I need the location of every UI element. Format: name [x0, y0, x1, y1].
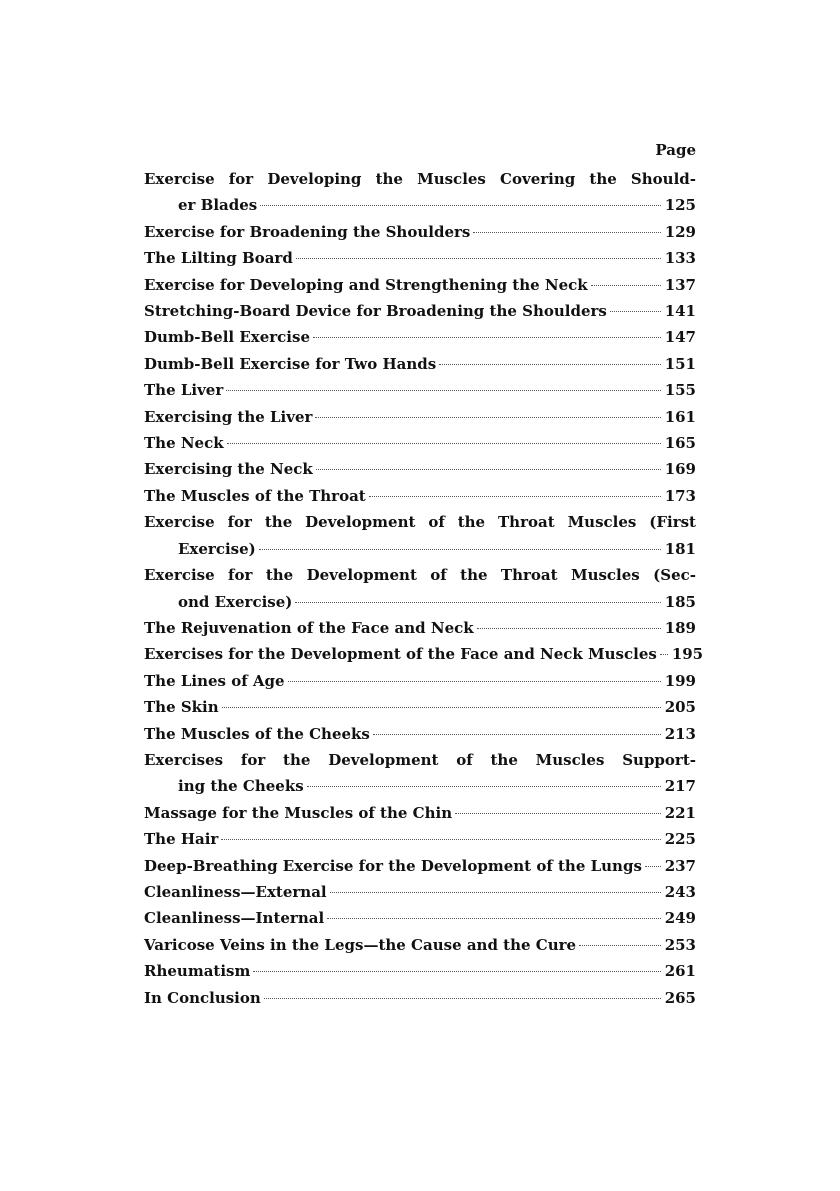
dot-leader: [316, 469, 661, 470]
toc-page-number: 181: [664, 539, 696, 558]
toc-entry-line: [144, 377, 696, 403]
toc-entry: [144, 298, 696, 324]
dot-leader: [610, 311, 661, 312]
toc-page-number: 137: [664, 275, 696, 294]
dot-leader: [221, 839, 660, 840]
toc-entry: [144, 324, 696, 350]
toc-entry-title: Deep-Breathing Exercise for the Development of the Lungs: [144, 856, 642, 875]
dot-leader: [253, 971, 660, 972]
toc-entry-title: Exercising the Liver: [144, 407, 313, 426]
dot-leader: [330, 892, 661, 893]
toc-entry-title: The Liver: [144, 381, 224, 400]
toc-page-number: 133: [664, 249, 696, 268]
toc-entry-title: The Lilting Board: [144, 249, 293, 268]
toc-entry-line: [144, 219, 696, 245]
dot-leader: [645, 866, 661, 867]
toc-entry: [144, 272, 696, 298]
toc-entry-line: [144, 615, 696, 641]
toc-page-number: 125: [664, 196, 696, 215]
toc-page-number: 141: [664, 302, 696, 321]
table-of-contents: [144, 166, 704, 1011]
toc-page-number: 169: [664, 460, 696, 479]
toc-entry-line: [144, 932, 696, 958]
page-column-header: Page: [655, 141, 696, 159]
toc-entry-title: ond Exercise): [178, 592, 293, 611]
dot-leader: [473, 232, 660, 233]
toc-entry-line: [144, 351, 696, 377]
toc-page-number: 151: [664, 354, 696, 373]
toc-page-number: 155: [664, 381, 696, 400]
dot-leader: [307, 786, 661, 787]
toc-page-number: 205: [664, 698, 696, 717]
toc-page-number: 253: [664, 935, 696, 954]
toc-entry-line: [144, 298, 696, 324]
dot-leader: [660, 654, 668, 655]
toc-entry-title: The Hair: [144, 830, 219, 849]
toc-entry: [144, 509, 696, 562]
toc-entry-line: [144, 721, 696, 747]
dot-leader: [226, 390, 660, 391]
toc-entry-title: The Skin: [144, 698, 219, 717]
toc-entry-line: [144, 800, 696, 826]
toc-entry-title: Massage for the Muscles of the Chin: [144, 803, 453, 822]
toc-entry-title: Exercise): [178, 539, 256, 558]
toc-page-number: 129: [664, 222, 696, 241]
toc-page-number: 195: [671, 645, 704, 664]
toc-entry: [144, 879, 696, 905]
toc-entry-title: er Blades: [178, 196, 258, 215]
toc-entry-line: [144, 853, 696, 879]
toc-entry-line: [144, 826, 696, 852]
toc-page-number: 249: [664, 909, 696, 928]
toc-entry: [144, 932, 696, 958]
toc-entry-title: The Lines of Age: [144, 671, 285, 690]
toc-entry: [144, 615, 696, 641]
toc-entry-title: Dumb-Bell Exercise for Two Hands: [144, 354, 437, 373]
toc-page-number: 173: [664, 486, 696, 505]
toc-page-number: 147: [664, 328, 696, 347]
toc-page-number: 225: [664, 830, 696, 849]
toc-entry-line: [144, 879, 696, 905]
toc-entry-wrapped-line: [144, 562, 696, 588]
dot-leader: [373, 734, 661, 735]
toc-entry: [144, 245, 696, 271]
toc-entry-wrapped-line: [144, 747, 696, 773]
toc-entry-title: Exercises for the Development of the Muscles Support-: [144, 750, 696, 769]
toc-entry: [144, 905, 696, 931]
toc-entry: [144, 668, 696, 694]
dot-leader: [591, 285, 661, 286]
toc-entry-line: [144, 589, 696, 615]
toc-page-number: 165: [664, 434, 696, 453]
toc-entry-line: [144, 245, 696, 271]
dot-leader: [315, 417, 660, 418]
toc-entry: [144, 747, 696, 800]
toc-entry: [144, 721, 696, 747]
toc-entry-title: Exercises for the Development of the Face and Neck Muscles: [144, 645, 657, 664]
dot-leader: [227, 443, 661, 444]
toc-entry-line: [144, 192, 696, 218]
toc-page-number: 213: [664, 724, 696, 743]
toc-entry: [144, 853, 696, 879]
toc-entry-title: Exercise for Developing the Muscles Covering the Should-: [144, 170, 696, 188]
toc-entry-line: [144, 694, 696, 720]
dot-leader: [439, 364, 661, 365]
toc-entry-title: Rheumatism: [144, 962, 251, 981]
toc-entry-title: Exercise for Broadening the Shoulders: [144, 222, 471, 241]
toc-entry-title: In Conclusion: [144, 988, 261, 1007]
toc-entry-title: Dumb-Bell Exercise: [144, 328, 310, 347]
toc-page-number: 217: [664, 777, 696, 796]
toc-page-number: 265: [664, 988, 696, 1007]
toc-entry-title: Stretching-Board Device for Broadening the Shoulders: [144, 302, 607, 321]
toc-page-number: 221: [664, 803, 696, 822]
toc-entry: [144, 404, 696, 430]
toc-entry: [144, 985, 696, 1011]
toc-entry: [144, 456, 696, 482]
toc-entry: [144, 641, 704, 667]
toc-entry: [144, 166, 696, 219]
toc-entry-title: Exercise for the Development of the Throat Muscles (First: [144, 513, 696, 532]
toc-entry: [144, 483, 696, 509]
dot-leader: [296, 258, 661, 259]
toc-entry-line: [144, 985, 696, 1011]
toc-entry-line: [144, 668, 696, 694]
toc-entry: [144, 800, 696, 826]
dot-leader: [455, 813, 661, 814]
toc-entry-title: Exercise for the Development of the Throat Muscles (Sec-: [144, 566, 696, 585]
toc-entry-line: [144, 430, 696, 456]
dot-leader: [222, 707, 661, 708]
toc-page-number: 189: [664, 618, 696, 637]
toc-page-number: 199: [664, 671, 696, 690]
toc-entry-title: Exercise for Developing and Strengthening the Neck: [144, 275, 588, 294]
toc-entry: [144, 377, 696, 403]
toc-entry-line: [144, 324, 696, 350]
toc-entry-line: [144, 483, 696, 509]
toc-entry-line: [144, 958, 696, 984]
toc-entry: [144, 562, 696, 615]
dot-leader: [579, 945, 661, 946]
dot-leader: [259, 549, 661, 550]
toc-entry: [144, 219, 696, 245]
dot-leader: [369, 496, 661, 497]
toc-entry-wrapped-line: [144, 166, 696, 192]
toc-entry-line: [144, 641, 704, 667]
toc-entry: [144, 430, 696, 456]
toc-entry-line: [144, 773, 696, 799]
toc-entry-wrapped-line: [144, 509, 696, 535]
toc-entry-title: The Muscles of the Throat: [144, 486, 366, 505]
toc-entry: [144, 694, 696, 720]
toc-page-number: 161: [664, 407, 696, 426]
toc-entry-title: Cleanliness—Internal: [144, 909, 325, 928]
dot-leader: [264, 998, 661, 999]
toc-page-number: 237: [664, 856, 696, 875]
dot-leader: [477, 628, 661, 629]
toc-entry-title: Varicose Veins in the Legs—the Cause and the Cure: [144, 935, 577, 954]
toc-entry-line: [144, 536, 696, 562]
dot-leader: [295, 602, 660, 603]
toc-page-number: 261: [664, 962, 696, 981]
toc-entry-title: ing the Cheeks: [178, 777, 304, 796]
toc-entry-title: The Muscles of the Cheeks: [144, 724, 370, 743]
toc-entry: [144, 351, 696, 377]
dot-leader: [313, 337, 661, 338]
dot-leader: [327, 918, 661, 919]
toc-page-number: 243: [664, 882, 696, 901]
toc-entry-line: [144, 456, 696, 482]
toc-entry-title: Exercising the Neck: [144, 460, 313, 479]
toc-page-number: 185: [664, 592, 696, 611]
dot-leader: [288, 681, 661, 682]
toc-entry-title: The Neck: [144, 434, 224, 453]
toc-entry-line: [144, 272, 696, 298]
toc-entry: [144, 958, 696, 984]
toc-entry-title: Cleanliness—External: [144, 882, 327, 901]
toc-entry-line: [144, 404, 696, 430]
dot-leader: [260, 205, 660, 206]
toc-entry-line: [144, 905, 696, 931]
toc-entry-title: The Rejuvenation of the Face and Neck: [144, 618, 474, 637]
toc-entry: [144, 826, 696, 852]
